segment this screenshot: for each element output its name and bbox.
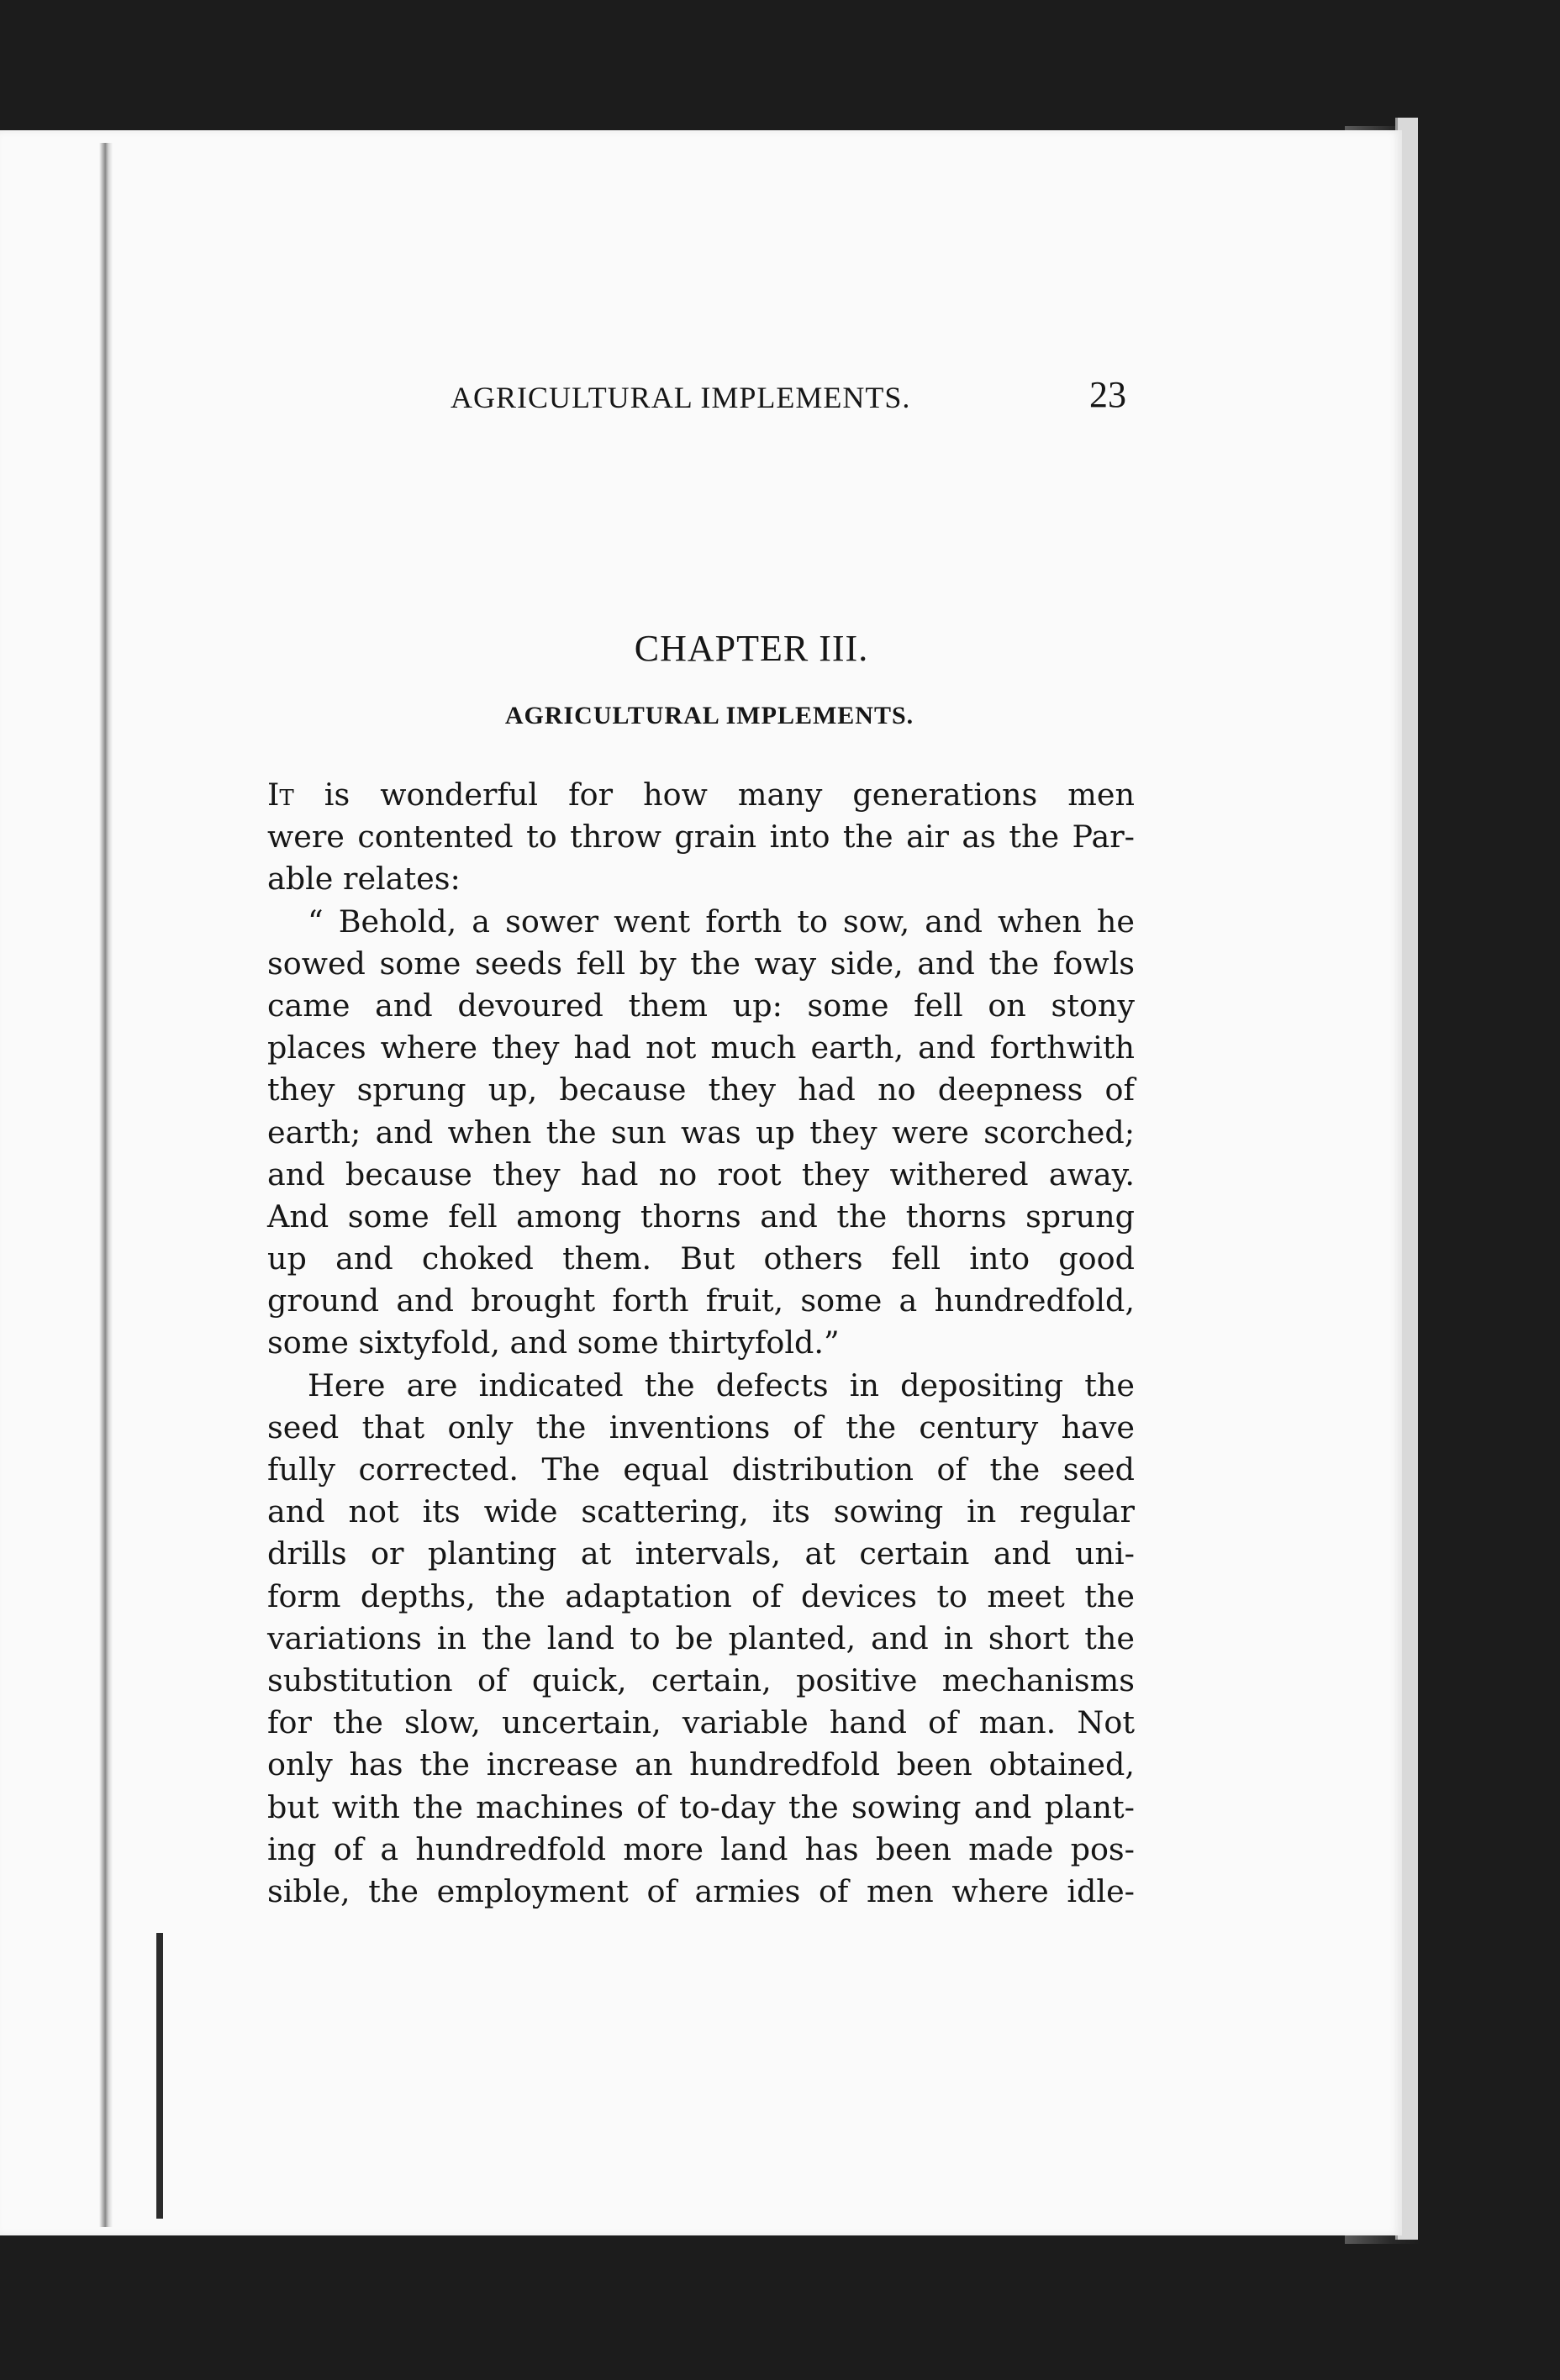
text-line: for the slow, uncertain, variable hand of man. Not [267, 1704, 1135, 1741]
text-line: fully corrected. The equal distribution of the seed [267, 1451, 1135, 1488]
page-number: 23 [1089, 374, 1126, 415]
text-line: substitution of quick, certain, positive mechanisms [267, 1661, 1135, 1698]
binding-shadow [156, 1933, 163, 2219]
page-text-block [267, 370, 1135, 1913]
text-line: but with the machines of to-day the sowing and plant- [267, 1788, 1135, 1825]
text-line: and because they had no root they withered away. [267, 1156, 1135, 1193]
text-line: sible, the employment of armies of men where idle- [267, 1872, 1135, 1909]
text-line: sowed some seeds fell by the way side, and the fowls [267, 945, 1135, 982]
chapter-title: CHAPTER III. [634, 628, 869, 669]
text-line [267, 774, 1135, 816]
text-line: ground and brought forth fruit, some a hundredfold, [267, 1282, 1135, 1319]
text-line: some sixtyfold, and some thirtyfold.” [267, 1324, 840, 1361]
text-line: they sprung up, because they had no deepness of [267, 1072, 1135, 1108]
text-line: drills or planting at intervals, at certain and uni- [267, 1535, 1135, 1572]
running-head [267, 370, 1135, 429]
text-line: and not its wide scattering, its sowing in regular [267, 1493, 1135, 1530]
text-line: up and choked them. But others fell into good [267, 1240, 1135, 1277]
lead-word: It [267, 777, 294, 813]
text-line: variations in the land to be planted, and in short the [267, 1619, 1135, 1656]
text-line: were contented to throw grain into the air as the Par- [267, 819, 1135, 856]
text-line: able relates: [267, 861, 461, 898]
text-line: places where they had not much earth, and forthwith [267, 1029, 1135, 1066]
chapter-subtitle: AGRICULTURAL IMPLEMENTS. [504, 702, 914, 729]
text-line: “ Behold, a sower went forth to sow, and when he [308, 903, 1135, 940]
text-line: came and devoured them up: some fell on stony [267, 987, 1135, 1024]
text-line: form depths, the adaptation of devices to meet the [267, 1577, 1135, 1614]
text-line-content: is wonderful for how many generations men [293, 777, 1135, 813]
text-line: And some fell among thorns and the thorns sprung [267, 1198, 1135, 1235]
text-line: seed that only the inventions of the century have [267, 1409, 1135, 1445]
text-line: ing of a hundredfold more land has been made pos- [267, 1830, 1135, 1867]
body-text [267, 774, 1135, 1913]
text-line: only has the increase an hundredfold been obtained, [267, 1746, 1135, 1783]
running-head-title: AGRICULTURAL IMPLEMENTS. [451, 381, 911, 414]
text-line: earth; and when the sun was up they were scorched; [267, 1114, 1135, 1151]
text-line: Here are indicated the defects in depositing the [308, 1366, 1135, 1403]
binding-gutter [99, 143, 113, 2227]
